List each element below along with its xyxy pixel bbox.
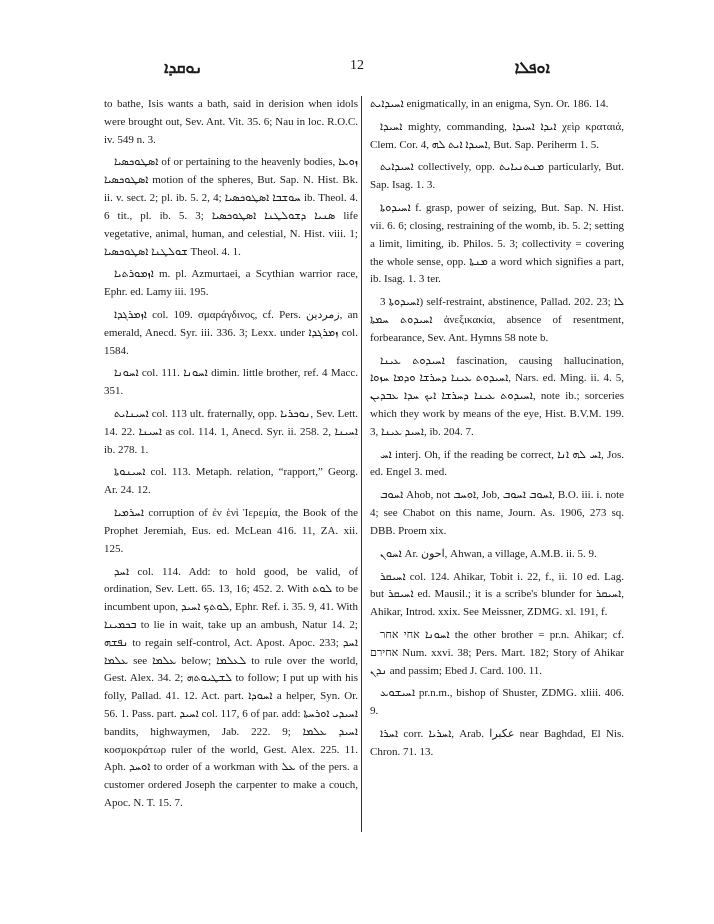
dictionary-entry: ܐܚܝܕܐ mighty, commanding, ܐܝܕܐ ܐܚܝܕܐ χεὶρ κραταιά, Clem. Cor. 4, ܐܚܝܕܐ ܐܝܬ ܠܗ, But. Sap. Periherm 1. 5. bbox=[370, 120, 624, 151]
dictionary-entry: to bathe, Isis wants a bath, said in derision when idols were brought out, Sev. Ant. Vit. 35. 6; Nau in loc. R.O.C. iv. 549 n. 3. bbox=[104, 98, 358, 146]
column-divider bbox=[361, 96, 362, 832]
dictionary-entry: ܐܚܝܕܘܬܐ f. grasp, power of seizing, But. Sap. N. Hist. vii. 6. 6; closing, restraining of the womb, ib. 5. 2; setting a limit, limiting, ib. Philos. 5. 3; collectivity = covering the whole sense, opp. ܡܢܬܐ a word which signifies a part, ib. Isag. 1. 3 ter. bbox=[370, 202, 624, 286]
dictionary-entry: ܐܚܘܒ Ahob, not ܐܘܚܒ, Job, ܐܚܘܒ ܐܚܘܒ, B.O. iii. i. note 4; see Chabot on this name, Journ. As. 1906, 273 sq. DBB. Proem xix. bbox=[370, 489, 624, 537]
dictionary-entry: ܐܚܪܐ corr. ܐܚܪܝܐ, Arab. عكبرا near Baghdad, El Nis. Chron. 71. 13. bbox=[370, 728, 624, 758]
dictionary-entry: ܐܚܪܡܝܐ corruption of ἐν ἑνὶ Ἱερεμία, the Book of the Prophet Jeremiah, Eus. ed. McLean 416. 11, ZA. xii. 125. bbox=[104, 507, 358, 555]
dictionary-entry: ܐܙܡܘܪܬܝܐ m. pl. Azmurtaei, a Scythian warrior race, Ephr. ed. Lamy iii. 195. bbox=[104, 268, 358, 299]
page-number: 12 bbox=[350, 58, 364, 73]
left-column bbox=[104, 96, 358, 836]
dictionary-entry: ܐܚܕ col. 114. Add: to hold good, be valid, of ordination, Sev. Lett. 65. 13, 16; 452. 2. With ܠܘܬ to be incumbent upon, ܠܘܬܟ ܐܚܝܕ, Ephr. Ref. i. 35. 9, 41. With ܒܟܡܝܢܐ to lie in wait, take up an ambush, Natur 14. 2; ܢܦܫܗ to regain self-control, Act. Apost. Apoc. 233; ܐܚܕ ܥܠܡܐ see ܥܠܡܐ below; ܠܥܠܡܐ to rule over the world, Gest. Alex. 34. 2; ܠܫܛܝܘܬܗ to follow; I put up with his folly, Pallad. 41. 12. Act. part. ܐܚܘܕܐ a helper, Syn. Or. 56. 1. Pass. part. ܐܚܝܕ col. 117, 6 of par. add: ܐܚܝܕܝ ܐܘܪܚܬܐ bandits, highwaymen, Jab. 222. 9; ܐܚܝܕ ܥܠܡܐ κοσμοκράτωρ ruler of the world, Gest. Alex. 225. 11. Aph. ܐܘܚܕ to order of a workman with ܥܠ of the pers. a customer ordered Joseph the carpenter to make a couch, Apoc. N. T. 15. 7. bbox=[104, 565, 358, 810]
header-left-title: ܢܘܩܕܐ bbox=[164, 58, 203, 77]
dictionary-entry: ܐܚ interj. Oh, if the reading be correct, ܐܚ ܠܗ ܐܢܐ, Jos. ed. Engel 3. med. bbox=[370, 448, 624, 479]
dictionary-entry: ܐܚܝܫܘܥ pr.n.m., bishop of Shuster, ZDMG. xliii. 406. 9. bbox=[370, 687, 624, 718]
dictionary-entry: ܐܚܘܢ Ar. احون, Ahwan, a village, A.M.B. ii. 5. 9. bbox=[380, 547, 597, 560]
dictionary-entry: ܐܚܝܕܘܬܐ 3) self-restraint, abstinence, Pallad. 202. 23; ܠܐ ܐܚܝܕܘܬ ܚܡܬܐ ἀνεξικακία, absence of resentment, forbearance, Sev. Ant. Hymns 58 note b. bbox=[370, 296, 624, 344]
dictionary-entry: ܐܚܝܩܪ col. 124. Ahikar, Tobit i. 22, f., ii. 10 ed. Lag. but ܐܚܝܩܪ ed. Mausil.; it is a scribe's blunder for ܐܚܝܩܪ, Ahikar, Introd. xxix. See Meissner, ZDMG. xl. 191, f. bbox=[370, 570, 624, 619]
dictionary-entry: ܐܙܡܪܓܕܐ col. 109. σμαράγδινος, cf. Pers. زمردين, an emerald, Anecd. Syr. iii. 336. 3; Lexx. under ܙܡܪܓܕܐ col. 1584. bbox=[104, 308, 358, 357]
dictionary-entry: ܐܚܝܕܘܬ ܥܝܢܐ fascination, causing hallucination, ܐܚܝܕܘܬ ܥܝܢܐ ܕܚܪܫܐ ܘܕܡܐ ܚܙܘܐ, Nars. ed. Ming. ii. 4. 5, ܐܚܝܕܘܬ ܥܝܢܐ ܕܚܪܫܐ ܐܝܟ ܚܕܐ ܥܒܕܝܢ, note ib.; sorceries which they work by means of the eye, Hist. B.V.M. 199. 3, ܐܚܝܕ ܥܝܢܐ, ib. 204. 7. bbox=[370, 354, 624, 438]
dictionary-entry: ܐܚܝܕܐܝܬ enigmatically, in an enigma, Syn. Or. 186. 14. bbox=[370, 98, 609, 110]
dictionary-entry: ܐܚܝܢܘܬܐ col. 113. Metaph. relation, “rapport,” Georg. Ar. 24. 12. bbox=[104, 466, 358, 497]
page-header bbox=[104, 56, 610, 80]
dictionary-entry: ܐܚܝܕܐܝܬ collectively, opp. ܡܢܬܢܝܐܝܬ particularly, But. Sap. Isag. 1. 3. bbox=[370, 161, 624, 192]
dictionary-entry: ܐܚܘܢܐ col. 111. ܐܚܘܢܐ dimin. little brother, ref. 4 Macc. 351. bbox=[104, 367, 358, 398]
dictionary-entry: ܐܚܘܢܐ אחי אחר the other brother = pr.n. Ahikar; cf. אחירם Num. xxvi. 38; Pers. Mart. 182; Story of Ahikar ܢܕܢ and passim; Ebed J. Card. 100. 11. bbox=[370, 628, 624, 677]
dictionary-entry: ܐܚܝܢܐܝܬ col. 113 ult. fraternally, opp. ܢܘܟܪܝܐ, Sev. Lett. 14. 22. ܐܚܝܢܐ as col. 114. 1, Anecd. Syr. ii. 258. 2, ܐܚܝܢܐ ib. 278. 1. bbox=[104, 408, 358, 456]
right-column bbox=[370, 96, 624, 836]
dictionary-entry: ܐܣܛܘܟܣܝܐ of or pertaining to the heavenly bodies, ܙܘܥܐ ܐܣܛܘܟܣܝܐ motion of the spheres, But. Sap. N. Hist. Bk. ii. v. sect. 2; pl. ib. 5. 2, 4; ܚܘܫܒܐ ܐܣܛܘܟܣܝܐ ib. Theol. 4. 6 tit., pl. ib. 5. 3; ܣܢܝܐ ܕܫܘܠܛܢܐ ܐܣܛܘܟܣܝܐ life vegetative, animal, human, and celestial, N. Hist. viii. 1; ܫܘܠܛܢܐ ܐܣܛܘܟܣܝܐ Theol. 4. 1. bbox=[104, 156, 358, 258]
header-right-title: ܐܘܦܠܐ bbox=[514, 58, 550, 77]
